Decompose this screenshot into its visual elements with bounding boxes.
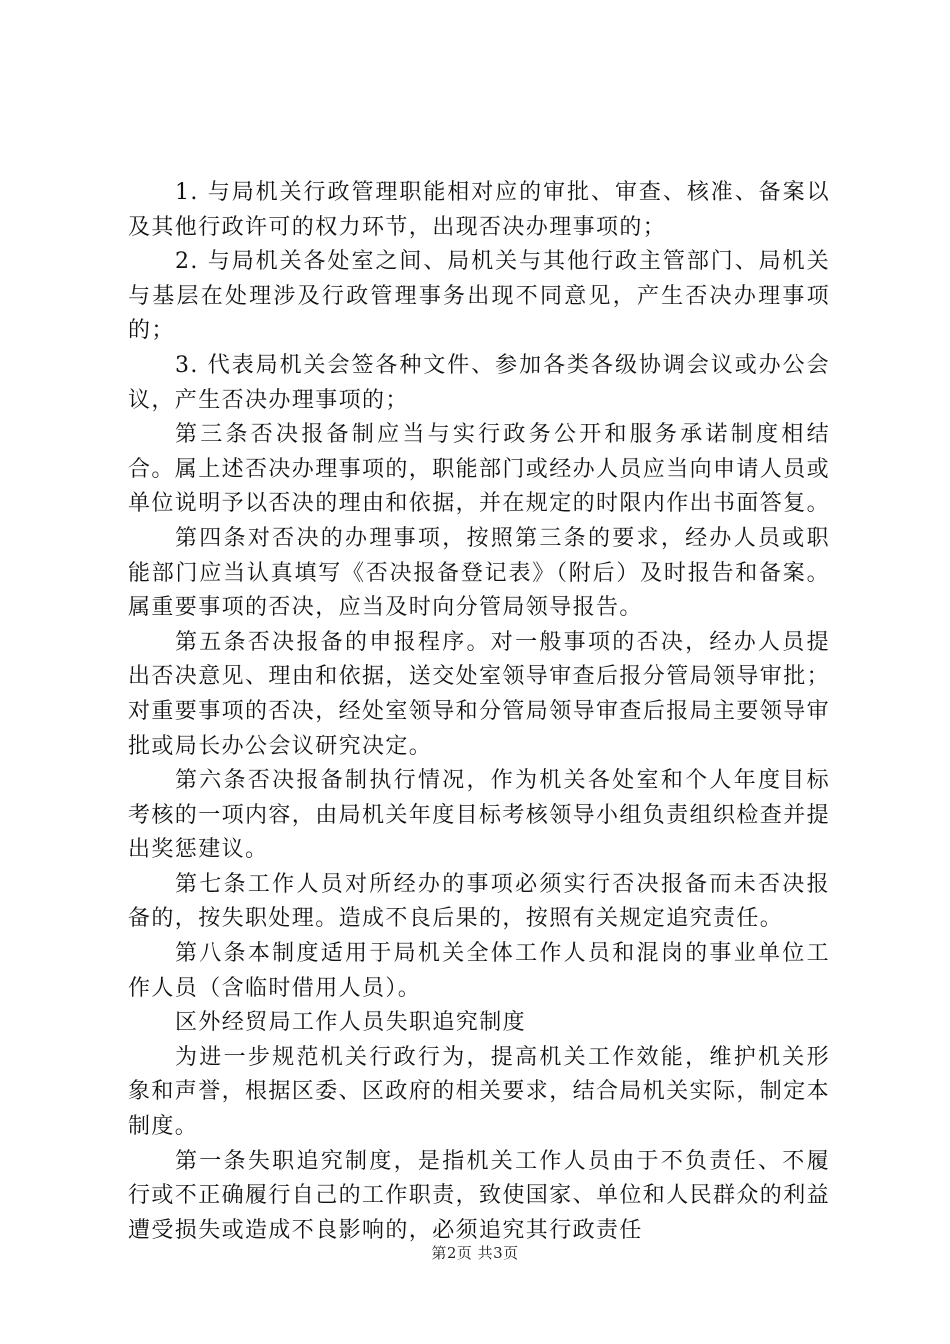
article-4-paragraph: 第四条对否决的办理事项，按照第三条的要求，经办人员或职能部门应当认真填写《否决报备登记表》（附后）及时报告和备案。属重要事项的否决，应当及时向分管局领导报告。 bbox=[128, 525, 830, 621]
article-5-paragraph: 第五条否决报备的申报程序。对一般事项的否决，经办人员提出否决意见、理由和依据，送交处室领导审查后报分管局领导审批；对重要事项的否决，经处室领导和分管局领导审查后报局主要领导审批或局长办公会议研究决定。 bbox=[128, 629, 831, 759]
article-7-paragraph: 第七条工作人员对所经办的事项必须实行否决报备而未否决报备的，按失职处理。造成不良后果的，按照有关规定追究责任。 bbox=[128, 871, 830, 932]
item-2-paragraph: 2. 与局机关各处室之间、局机关与其他行政主管部门、局机关与基层在处理涉及行政管理事务出现不同意见，产生否决办理事项的； bbox=[128, 249, 830, 344]
article-1-paragraph: 第一条失职追究制度，是指机关工作人员由于不负责任、不履行或不正确履行自己的工作职责，致使国家、单位和人民群众的利益遭受损失或造成不良影响的，必须追究其行政责任 bbox=[128, 1148, 831, 1243]
article-3-paragraph: 第三条否决报备制应当与实行政务公开和服务承诺制度相结合。属上述否决办理事项的，职能部门或经办人员应当向申请人员或单位说明予以否决的理由和依据，并在规定的时限内作出书面答复。 bbox=[128, 422, 831, 517]
item-3-paragraph: 3. 代表局机关会签各种文件、参加各类各级协调会议或办公会议，产生否决办理事项的； bbox=[128, 352, 830, 413]
item-1-paragraph: 1. 与局机关行政管理职能相对应的审批、审查、核准、备案以及其他行政许可的权力环节，出现否决办理事项的； bbox=[128, 180, 830, 240]
document-body bbox=[128, 176, 830, 1248]
preamble-paragraph: 为进一步规范机关行政行为，提高机关工作效能，维护机关形象和声誉，根据区委、区政府的相关要求，结合局机关实际，制定本制度。 bbox=[128, 1044, 831, 1140]
section-title: 区外经贸局工作人员失职追究制度 bbox=[175, 1010, 527, 1036]
article-6-paragraph: 第六条否决报备制执行情况，作为机关各处室和个人年度目标考核的一项内容，由局机关年度目标考核领导小组负责组织检查并提出奖惩建议。 bbox=[128, 768, 831, 863]
article-8-paragraph: 第八条本制度适用于局机关全体工作人员和混岗的事业单位工作人员（含临时借用人员）。 bbox=[128, 941, 830, 1001]
page-number-footer: 第2页 共3页 bbox=[431, 1244, 519, 1262]
